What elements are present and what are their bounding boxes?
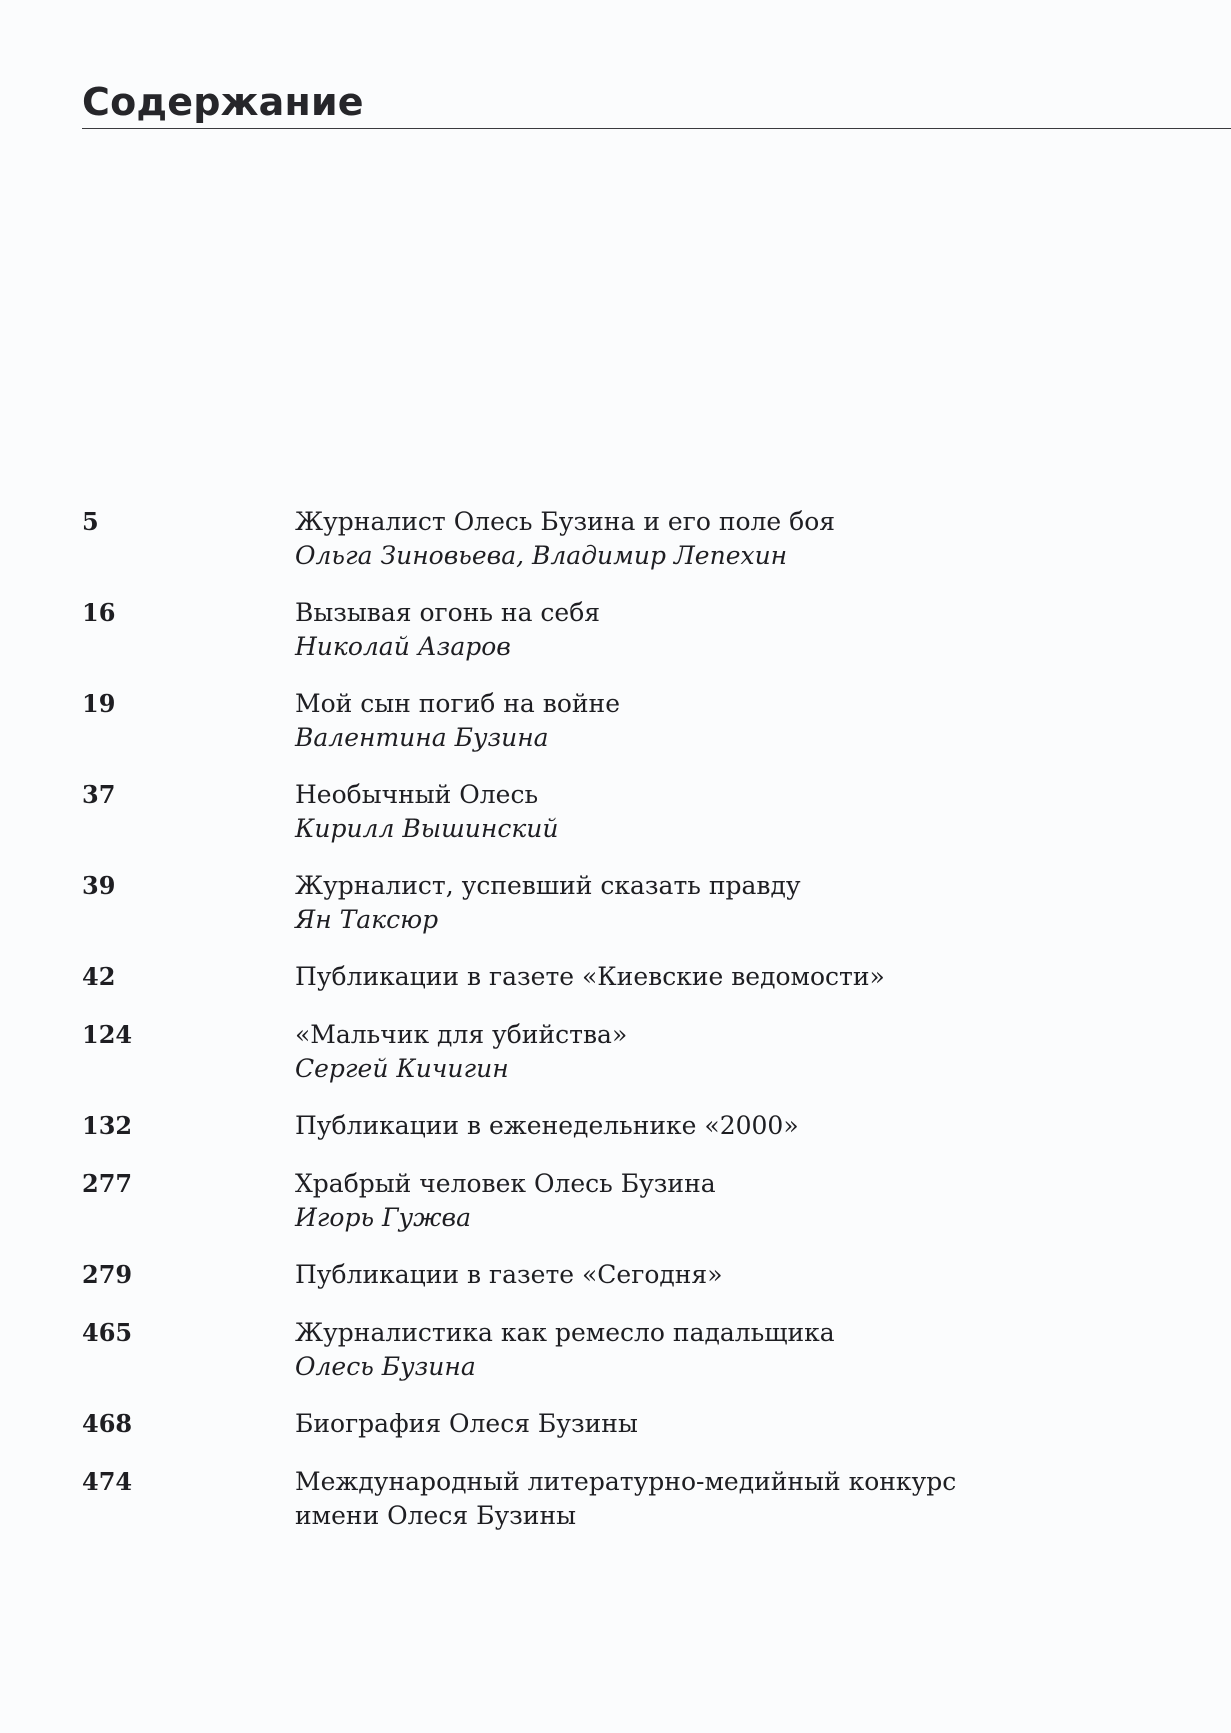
toc-entry-text: [295, 1465, 1115, 1533]
toc-entry-title: Журналист, успевший сказать правду: [295, 871, 801, 900]
toc-entry-title: Публикации в газете «Киевские ведомости»: [295, 962, 885, 991]
toc-page-number: 465: [82, 1318, 133, 1347]
toc-entry-author: Сергей Кичигин: [295, 1054, 509, 1083]
toc-entry-author: Игорь Гужва: [295, 1203, 471, 1232]
toc-entry-author: Ян Таксюр: [295, 905, 439, 934]
toc-page-number: 37: [82, 780, 116, 809]
toc-page-number: 42: [82, 962, 116, 991]
toc-entry-text: [295, 778, 1115, 846]
toc-page-number: 5: [82, 507, 99, 536]
toc-entry-title: Вызывая огонь на себя: [295, 598, 601, 627]
toc-entry-text: [295, 869, 1115, 937]
toc-page-number: 16: [82, 598, 116, 627]
toc-entry-text: [295, 1109, 1115, 1143]
toc-page-number: 279: [82, 1260, 133, 1289]
toc-entry-text: [295, 1167, 1115, 1235]
toc-entry-text: [295, 687, 1115, 755]
toc-entry-text: [295, 1407, 1115, 1441]
toc-entry-title: Журналистика как ремесло падальщика: [295, 1318, 835, 1347]
toc-entry-text: [295, 1018, 1115, 1086]
toc-page-number: 474: [82, 1467, 133, 1496]
toc-entry-text: [295, 960, 1115, 994]
toc-entry-text: [295, 596, 1115, 664]
toc-entry-author: Ольга Зиновьева, Владимир Лепехин: [295, 541, 788, 570]
toc-entry-title: Публикации в еженедельнике «2000»: [295, 1111, 799, 1140]
page-title: Содержание: [82, 80, 364, 124]
toc-entry-author: Валентина Бузина: [295, 723, 549, 752]
toc-entry-author: Кирилл Вышинский: [295, 814, 559, 843]
title-divider: [82, 128, 1231, 129]
toc-entry-text: [295, 1316, 1115, 1384]
toc-entry-title: Журналист Олесь Бузина и его поле боя: [295, 507, 836, 536]
toc-entry-text: [295, 1258, 1115, 1292]
toc-entry-title: Публикации в газете «Сегодня»: [295, 1260, 723, 1289]
toc-entry-title-continued: имени Олеся Бузины: [295, 1501, 577, 1530]
toc-entry-title: Храбрый человек Олесь Бузина: [295, 1169, 716, 1198]
toc-entry-title: Международный литературно-медийный конкурс: [295, 1467, 957, 1496]
toc-page-number: 39: [82, 871, 116, 900]
toc-entry-title: «Мальчик для убийства»: [295, 1020, 628, 1049]
toc-entry-title: Мой сын погиб на войне: [295, 689, 620, 718]
toc-page-number: 19: [82, 689, 116, 718]
toc-entry-author: Олесь Бузина: [295, 1352, 476, 1381]
toc-entry-text: [295, 505, 1115, 573]
toc-page-number: 277: [82, 1169, 133, 1198]
toc-entry-author: Николай Азаров: [295, 632, 511, 661]
toc-entry-title: Необычный Олесь: [295, 780, 539, 809]
toc-page-number: 124: [82, 1020, 133, 1049]
toc-page-number: 468: [82, 1409, 133, 1438]
toc-entry-title: Биография Олеся Бузины: [295, 1409, 638, 1438]
toc-page-number: 132: [82, 1111, 133, 1140]
